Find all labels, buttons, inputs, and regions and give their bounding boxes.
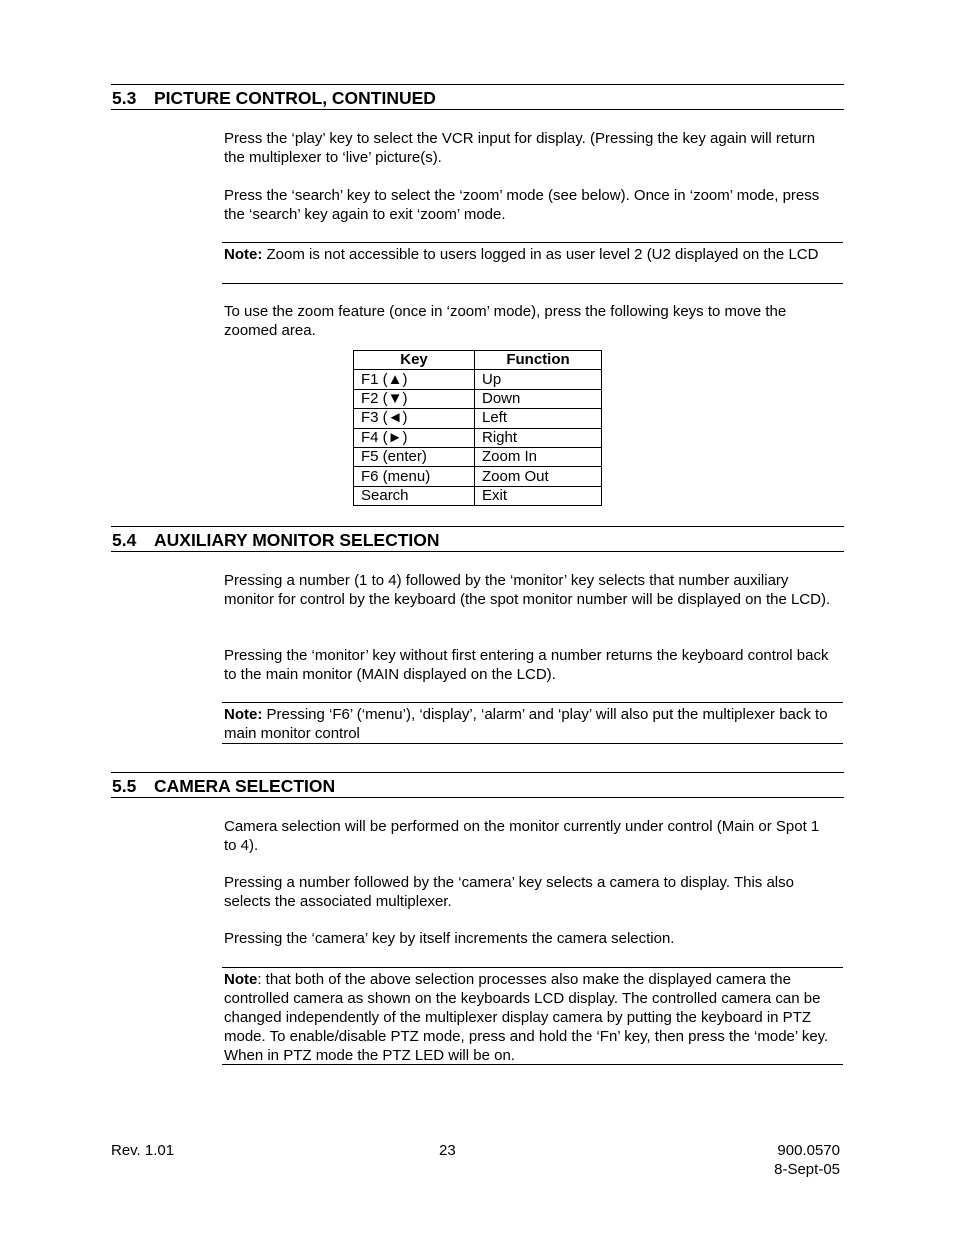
section-heading-5-4	[111, 526, 844, 552]
table-cell-function: Exit	[475, 486, 602, 505]
table-cell-key: F2 (▼)	[354, 389, 475, 408]
table-cell-key: F1 (▲)	[354, 370, 475, 389]
table-cell-function: Zoom Out	[475, 467, 602, 486]
table-cell-key: F4 (►)	[354, 428, 475, 447]
footer-revision: Rev. 1.01	[111, 1142, 175, 1159]
note-text: Pressing ‘F6’ (‘menu’), ‘display’, ‘alarm’ and ‘play’ will also put the multiplexer back to main monitor control	[224, 706, 828, 742]
table-cell-function: Zoom In	[475, 447, 602, 466]
paragraph-monitor-number: Pressing a number (1 to 4) followed by the ‘monitor’ key selects that number auxiliary monitor for control by the keyboard (the spot monitor number will be displayed on the LCD).	[224, 572, 831, 608]
note-main-monitor	[222, 702, 843, 744]
paragraph-search-key: Press the ‘search’ key to select the ‘zoom’ mode (see below). Once in ‘zoom’ mode, press the ‘search’ key again to exit ‘zoom’ mode.	[224, 187, 820, 223]
table-cell-function: Right	[475, 428, 602, 447]
section-title: PICTURE CONTROL, CONTINUED	[154, 88, 436, 108]
paragraph-zoom-usage: To use the zoom feature (once in ‘zoom’ mode), press the following keys to move the zoomed area.	[224, 303, 787, 339]
section-title: AUXILIARY MONITOR SELECTION	[154, 530, 440, 550]
paragraph-camera-increment: Pressing the ‘camera’ key by itself increments the camera selection.	[224, 930, 675, 947]
table-row	[354, 467, 602, 486]
table-header-key: Key	[354, 351, 475, 370]
table-cell-key: F5 (enter)	[354, 447, 475, 466]
table-header-row	[354, 351, 602, 370]
footer-doc-info	[774, 1141, 840, 1179]
note-label: Note	[224, 971, 258, 988]
paragraph-camera-key: Pressing a number followed by the ‘camera’ key selects a camera to display. This also selects the associated multiplexer.	[224, 874, 794, 910]
note-zoom-access	[222, 242, 843, 284]
table-cell-function: Down	[475, 389, 602, 408]
table-cell-key: Search	[354, 486, 475, 505]
note-label: Note:	[224, 706, 263, 723]
table-row	[354, 370, 602, 389]
note-label: Note:	[224, 246, 263, 263]
table-row	[354, 409, 602, 428]
note-text: : that both of the above selection processes also make the displayed camera the controlled camera as shown on the keyboards LCD display. The controlled camera can be changed independently of the multiplexer display camera by putting the keyboard in PTZ mode. To enable/disable PTZ mode, press and hold the ‘Fn’ key, then press the ‘mode’ key. When in PTZ mode the PTZ LED will be on.	[224, 971, 829, 1064]
footer-date: 8-Sept-05	[774, 1161, 840, 1178]
footer-doc-number: 900.0570	[777, 1142, 840, 1159]
section-heading-5-3	[111, 84, 844, 110]
section-title: CAMERA SELECTION	[154, 776, 336, 796]
table-row	[354, 389, 602, 408]
footer-page-number: 23	[439, 1142, 456, 1159]
section-heading-5-5	[111, 772, 844, 798]
paragraph-play-key: Press the ‘play’ key to select the VCR input for display. (Pressing the key again will return the multiplexer to ‘live’ picture(s).	[224, 130, 816, 166]
table-cell-key: F3 (◄)	[354, 409, 475, 428]
table-cell-key: F6 (menu)	[354, 467, 475, 486]
table-row	[354, 428, 602, 447]
section-number: 5.4	[112, 530, 137, 550]
section-number: 5.5	[112, 776, 137, 796]
table-header-function: Function	[475, 351, 602, 370]
zoom-key-table	[353, 350, 602, 506]
paragraph-monitor-key: Pressing the ‘monitor’ key without first entering a number returns the keyboard control back to the main monitor (MAIN displayed on the LCD).	[224, 647, 829, 683]
table-cell-function: Left	[475, 409, 602, 428]
paragraph-camera-control: Camera selection will be performed on the monitor currently under control (Main or Spot 1 to 4).	[224, 818, 820, 854]
note-text: Zoom is not accessible to users logged in as user level 2 (U2 displayed on the LCD	[262, 246, 819, 263]
note-ptz-mode	[222, 967, 843, 1065]
table-row	[354, 447, 602, 466]
table-cell-function: Up	[475, 370, 602, 389]
table-row	[354, 486, 602, 505]
section-number: 5.3	[112, 88, 137, 108]
